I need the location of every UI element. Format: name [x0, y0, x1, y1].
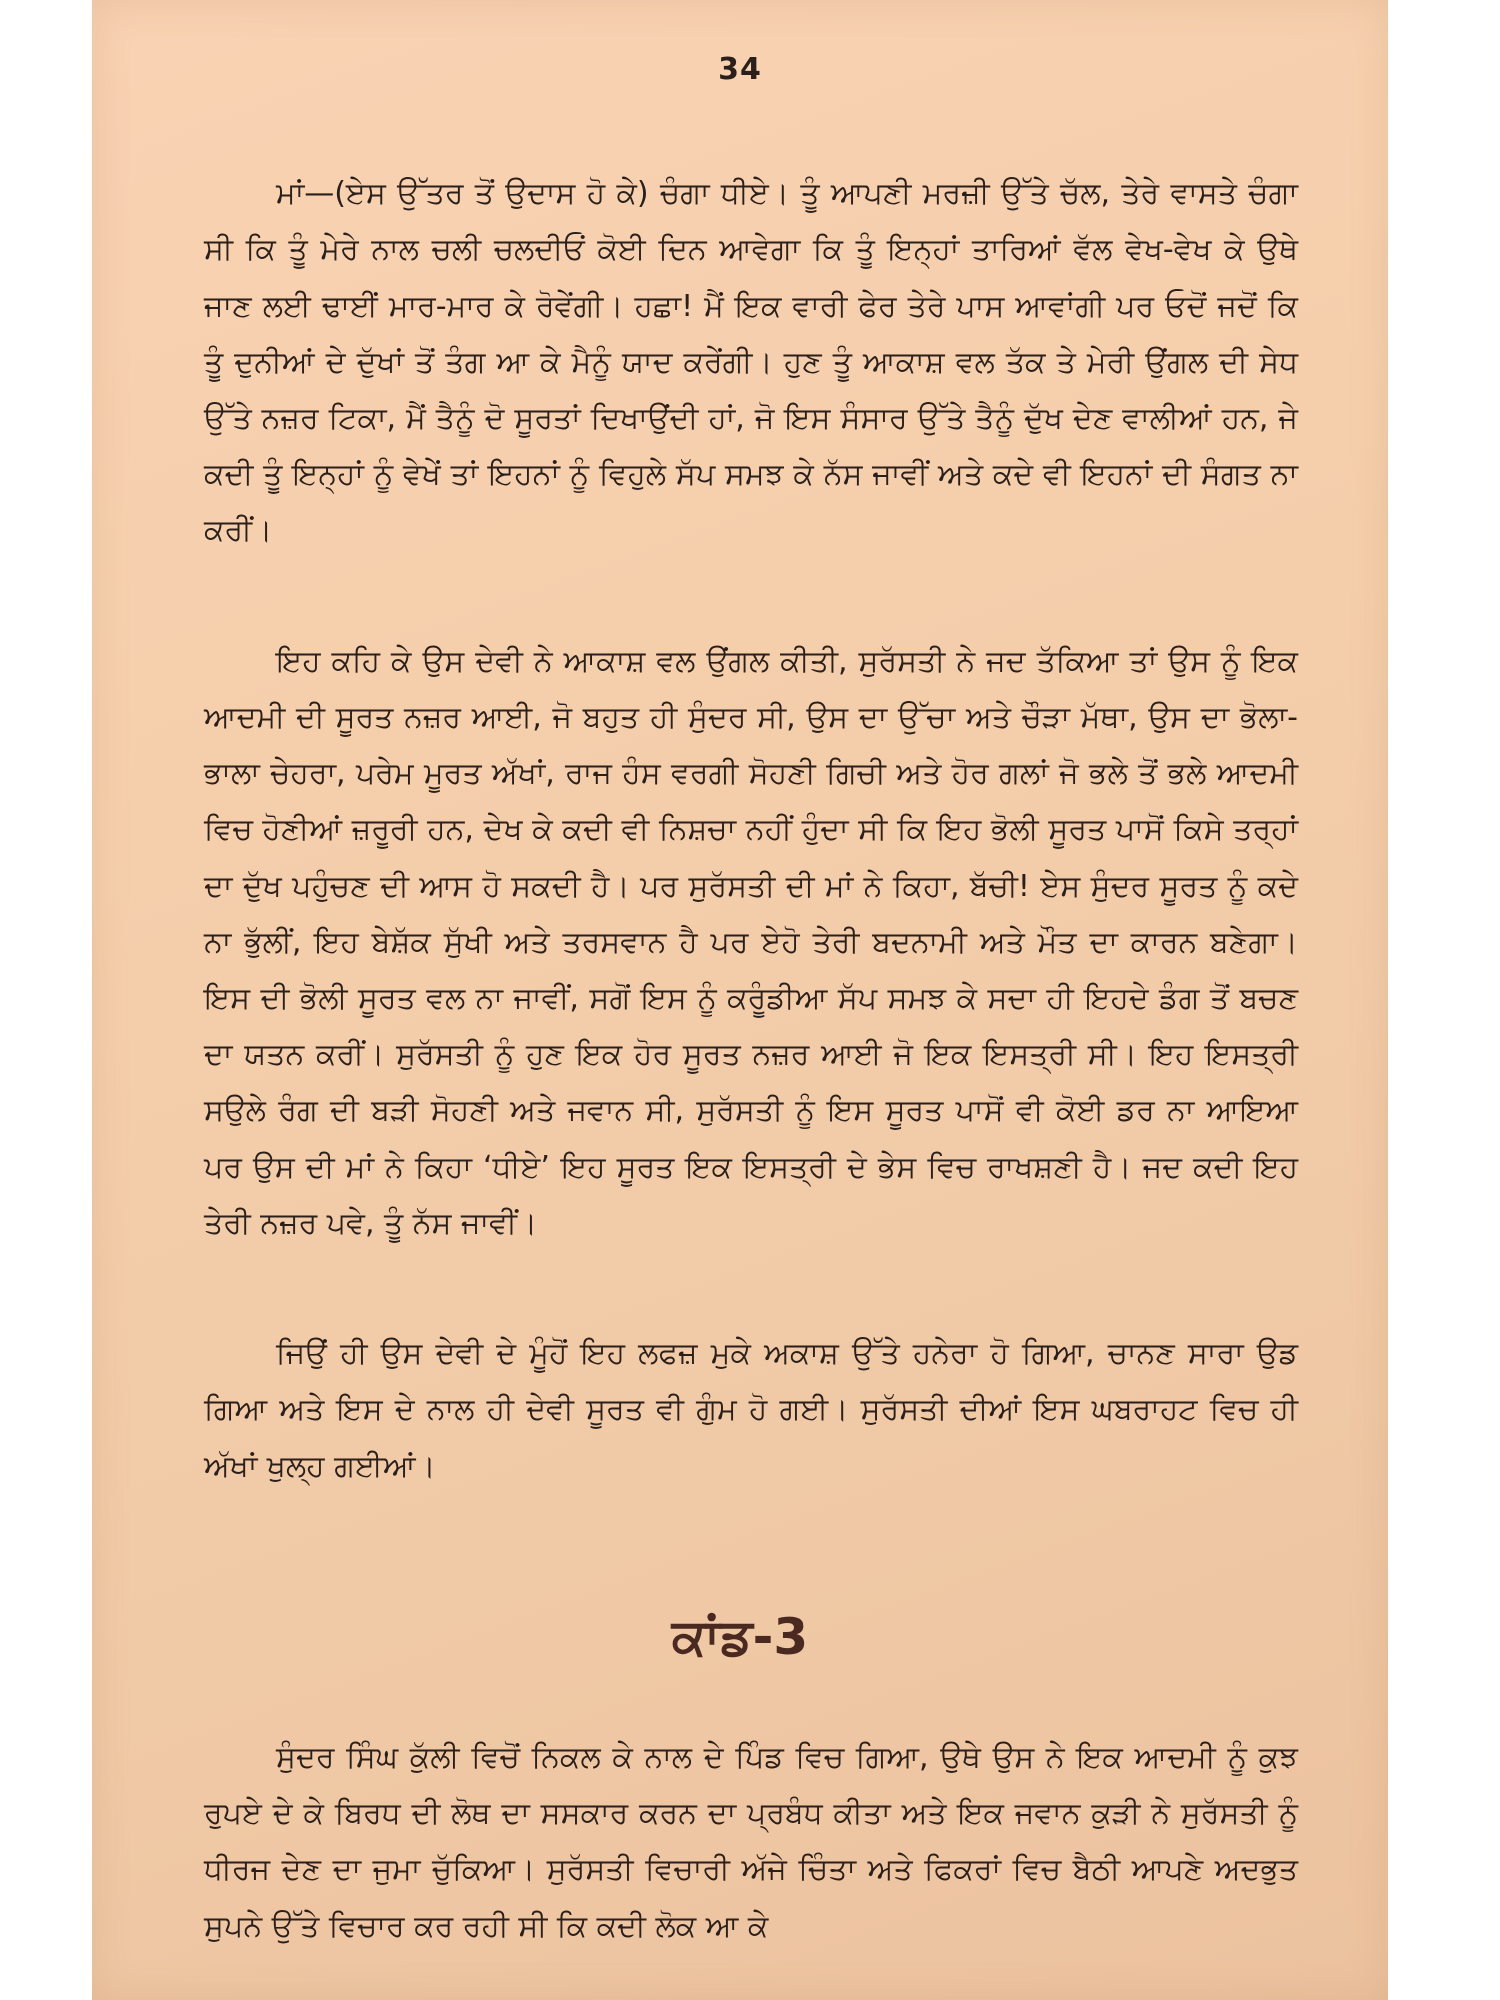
- paragraph-1: ਮਾਂ—(ਏਸ ਉੱਤਰ ਤੋਂ ਉਦਾਸ ਹੋ ਕੇ) ਚੰਗਾ ਧੀਏ। ਤੂੰ ਆਪਣੀ ਮਰਜ਼ੀ ਉੱਤੇ ਚੱਲ, ਤੇਰੇ ਵਾਸਤੇ ਚੰਗਾ ਸੀ ਕਿ ਤੂੰ ਮੇਰੇ ਨਾਲ ਚਲੀ ਚਲਦੀਓਂ ਕੋਈ ਦਿਨ ਆਵੇਗਾ ਕਿ ਤੂੰ ਇਨ੍ਹਾਂ ਤਾਰਿਆਂ ਵੱਲ ਵੇਖ-ਵੇਖ ਕੇ ਉਥੇ ਜਾਣ ਲਈ ਢਾਈਂ ਮਾਰ-ਮਾਰ ਕੇ ਰੋਵੇਂਗੀ। ਹਛਾ! ਮੈਂ ਇਕ ਵਾਰੀ ਫੇਰ ਤੇਰੇ ਪਾਸ ਆਵਾਂਗੀ ਪਰ ਓਦੋਂ ਜਦੋਂ ਕਿ ਤੂੰ ਦੁਨੀਆਂ ਦੇ ਦੁੱਖਾਂ ਤੋਂ ਤੰਗ ਆ ਕੇ ਮੈਨੂੰ ਯਾਦ ਕਰੇਂਗੀ। ਹੁਣ ਤੂੰ ਆਕਾਸ਼ ਵਲ ਤੱਕ ਤੇ ਮੇਰੀ ਉਂਗਲ ਦੀ ਸੇਧ ਉੱਤੇ ਨਜ਼ਰ ਟਿਕਾ, ਮੈਂ ਤੈਨੂੰ ਦੋ ਸੂਰਤਾਂ ਦਿਖਾਉਂਦੀ ਹਾਂ, ਜੋ ਇਸ ਸੰਸਾਰ ਉੱਤੇ ਤੈਨੂੰ ਦੁੱਖ ਦੇਣ ਵਾਲੀਆਂ ਹਨ, ਜੇ ਕਦੀ ਤੂੰ ਇਨ੍ਹਾਂ ਨੂੰ ਵੇਖੇਂ ਤਾਂ ਇਹਨਾਂ ਨੂੰ ਵਿਹੁਲੇ ਸੱਪ ਸਮਝ ਕੇ ਨੱਸ ਜਾਵੀਂ ਅਤੇ ਕਦੇ ਵੀ ਇਹਨਾਂ ਦੀ ਸੰਗਤ ਨਾ ਕਰੀਂ।: [204, 176, 1298, 549]
- page-number: 34: [718, 52, 762, 87]
- chapter-paragraph: ਸੁੰਦਰ ਸਿੰਘ ਕੁੱਲੀ ਵਿਚੋਂ ਨਿਕਲ ਕੇ ਨਾਲ ਦੇ ਪਿੰਡ ਵਿਚ ਗਿਆ, ਉਥੇ ਉਸ ਨੇ ਇਕ ਆਦਮੀ ਨੂੰ ਕੁਝ ਰੁਪਏ ਦੇ ਕੇ ਬਿਰਧ ਦੀ ਲੋਥ ਦਾ ਸਸਕਾਰ ਕਰਨ ਦਾ ਪ੍ਰਬੰਧ ਕੀਤਾ ਅਤੇ ਇਕ ਜਵਾਨ ਕੁੜੀ ਨੇ ਸੁਰੱਸਤੀ ਨੂੰ ਧੀਰਜ ਦੇਣ ਦਾ ਜੁਮਾ ਚੁੱਕਿਆ। ਸੁਰੱਸਤੀ ਵਿਚਾਰੀ ਅੱਜੇ ਚਿੰਤਾ ਅਤੇ ਫਿਕਰਾਂ ਵਿਚ ਬੈਠੀ ਆਪਣੇ ਅਦਭੁਤ ਸੁਪਨੇ ਉੱਤੇ ਵਿਚਾਰ ਕਰ ਰਹੀ ਸੀ ਕਿ ਕਦੀ ਲੋਕ ਆ ਕੇ: [204, 1740, 1298, 1944]
- paragraph-3: ਜਿਉਂ ਹੀ ਉਸ ਦੇਵੀ ਦੇ ਮੂੰਹੋਂ ਇਹ ਲਫਜ਼ ਮੁਕੇ ਅਕਾਸ਼ ਉੱਤੇ ਹਨੇਰਾ ਹੋ ਗਿਆ, ਚਾਨਣ ਸਾਰਾ ਉਡ ਗਿਆ ਅਤੇ ਇਸ ਦੇ ਨਾਲ ਹੀ ਦੇਵੀ ਸੂਰਤ ਵੀ ਗੁੰਮ ਹੋ ਗਈ। ਸੁਰੱਸਤੀ ਦੀਆਂ ਇਸ ਘਬਰਾਹਟ ਵਿਚ ਹੀ ਅੱਖਾਂ ਖੁਲ੍ਹ ਗਈਆਂ।: [204, 1336, 1298, 1484]
- page-body: [204, 110, 1298, 1569]
- book-page: [92, 0, 1388, 2000]
- chapter-heading: ਕਾਂਡ-3: [671, 1608, 809, 1666]
- paragraph-2: ਇਹ ਕਹਿ ਕੇ ਉਸ ਦੇਵੀ ਨੇ ਆਕਾਸ਼ ਵਲ ਉਂਗਲ ਕੀਤੀ, ਸੁਰੱਸਤੀ ਨੇ ਜਦ ਤੱਕਿਆ ਤਾਂ ਉਸ ਨੂੰ ਇਕ ਆਦਮੀ ਦੀ ਸੂਰਤ ਨਜ਼ਰ ਆਈ, ਜੋ ਬਹੁਤ ਹੀ ਸੁੰਦਰ ਸੀ, ਉਸ ਦਾ ਉੱਚਾ ਅਤੇ ਚੌੜਾ ਮੱਥਾ, ਉਸ ਦਾ ਭੋਲਾ-ਭਾਲਾ ਚੇਹਰਾ, ਪਰੇਮ ਮੂਰਤ ਅੱਖਾਂ, ਰਾਜ ਹੰਸ ਵਰਗੀ ਸੋਹਣੀ ਗਿਚੀ ਅਤੇ ਹੋਰ ਗਲਾਂ ਜੋ ਭਲੇ ਤੋਂ ਭਲੇ ਆਦਮੀ ਵਿਚ ਹੋਣੀਆਂ ਜ਼ਰੂਰੀ ਹਨ, ਦੇਖ ਕੇ ਕਦੀ ਵੀ ਨਿਸ਼ਚਾ ਨਹੀਂ ਹੁੰਦਾ ਸੀ ਕਿ ਇਹ ਭੋਲੀ ਸੂਰਤ ਪਾਸੋਂ ਕਿਸੇ ਤਰ੍ਹਾਂ ਦਾ ਦੁੱਖ ਪਹੁੰਚਣ ਦੀ ਆਸ ਹੋ ਸਕਦੀ ਹੈ। ਪਰ ਸੁਰੱਸਤੀ ਦੀ ਮਾਂ ਨੇ ਕਿਹਾ, ਬੱਚੀ! ਏਸ ਸੁੰਦਰ ਸੂਰਤ ਨੂੰ ਕਦੇ ਨਾ ਭੁੱਲੀਂ, ਇਹ ਬੇਸ਼ੱਕ ਸੁੱਖੀ ਅਤੇ ਤਰਸਵਾਨ ਹੈ ਪਰ ਏਹੋ ਤੇਰੀ ਬਦਨਾਮੀ ਅਤੇ ਮੌਤ ਦਾ ਕਾਰਨ ਬਣੇਗਾ। ਇਸ ਦੀ ਭੋਲੀ ਸੂਰਤ ਵਲ ਨਾ ਜਾਵੀਂ, ਸਗੋਂ ਇਸ ਨੂੰ ਕਰੂੰਡੀਆ ਸੱਪ ਸਮਝ ਕੇ ਸਦਾ ਹੀ ਇਹਦੇ ਡੰਗ ਤੋਂ ਬਚਣ ਦਾ ਯਤਨ ਕਰੀਂ। ਸੁਰੱਸਤੀ ਨੂੰ ਹੁਣ ਇਕ ਹੋਰ ਸੂਰਤ ਨਜ਼ਰ ਆਈ ਜੋ ਇਕ ਇਸਤ੍ਰੀ ਸੀ। ਇਹ ਇਸਤ੍ਰੀ ਸਉਲੇ ਰੰਗ ਦੀ ਬੜੀ ਸੋਹਣੀ ਅਤੇ ਜਵਾਨ ਸੀ, ਸੁਰੱਸਤੀ ਨੂੰ ਇਸ ਸੂਰਤ ਪਾਸੋਂ ਵੀ ਕੋਈ ਡਰ ਨਾ ਆਇਆ ਪਰ ਉਸ ਦੀ ਮਾਂ ਨੇ ਕਿਹਾ ‘ਧੀਏ’ ਇਹ ਸੂਰਤ ਇਕ ਇਸਤ੍ਰੀ ਦੇ ਭੇਸ ਵਿਚ ਰਾਖਸ਼ਣੀ ਹੈ। ਜਦ ਕਦੀ ਇਹ ਤੇਰੀ ਨਜ਼ਰ ਪਵੇ, ਤੂੰ ਨੱਸ ਜਾਵੀਂ।: [204, 643, 1298, 1241]
